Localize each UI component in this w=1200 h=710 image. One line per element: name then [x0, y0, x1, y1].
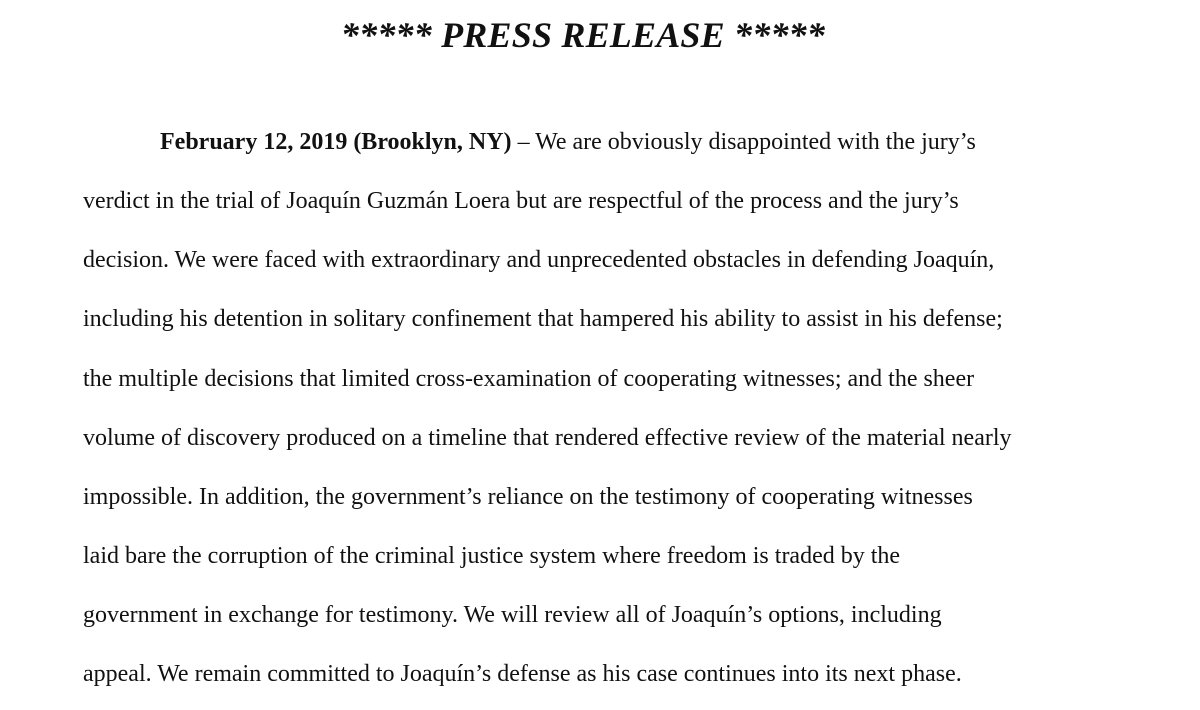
body-line: volume of discovery produced on a timeline that rendered effective review of the material nearly — [83, 425, 1012, 451]
body-line — [160, 127, 976, 157]
press-release-title: ***** PRESS RELEASE ***** — [340, 15, 826, 55]
body-line: decision. We were faced with extraordinary and unprecedented obstacles in defending Joaquín, — [83, 247, 995, 273]
body-line-text: – We are obviously disappointed with the jury’s — [511, 129, 976, 155]
dateline: February 12, 2019 (Brooklyn, NY) — [160, 129, 512, 155]
body-line: laid bare the corruption of the criminal justice system where freedom is traded by the — [83, 543, 901, 569]
body-line: verdict in the trial of Joaquín Guzmán Loera but are respectful of the process and the jury’s — [83, 188, 959, 214]
body-line: impossible. In addition, the government’s reliance on the testimony of cooperating witnesses — [83, 484, 973, 510]
body-line: including his detention in solitary confinement that hampered his ability to assist in his defense; — [83, 306, 1003, 332]
body-line: appeal. We remain committed to Joaquín’s defense as his case continues into its next phase. — [83, 661, 962, 687]
body-line: government in exchange for testimony. We will review all of Joaquín’s options, including — [83, 602, 942, 628]
body-line: the multiple decisions that limited cross-examination of cooperating witnesses; and the sheer — [83, 366, 975, 392]
